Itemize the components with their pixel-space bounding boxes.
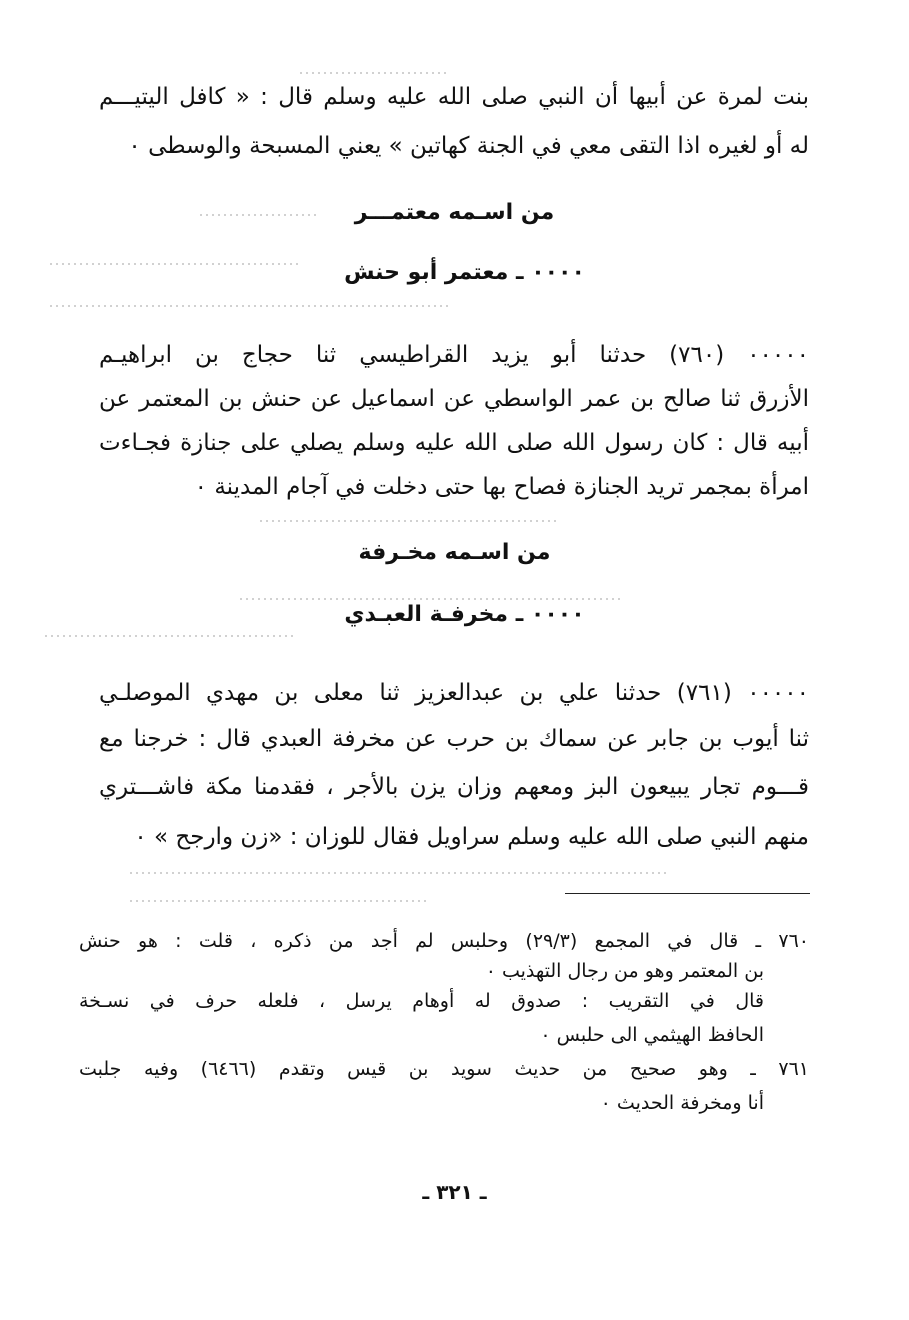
scan-noise bbox=[130, 872, 670, 874]
footnote-line: أنا ومخرفة الحديث ٠ bbox=[600, 1092, 764, 1114]
footnote-line: قال في التقريب : صدوق له أوهام يرسل ، فلعله حرف في نسـخة bbox=[79, 990, 764, 1012]
entry-heading: ٠٠٠٠ ـ معتمر أبو حنش bbox=[344, 260, 585, 285]
scan-noise bbox=[50, 305, 450, 307]
scan-noise bbox=[45, 635, 295, 637]
footnote-line: ٧٦١ ـ وهو صحيح من حديث سويد بن قيس وتقدم (٦٤٦٦) وفيه جلبت bbox=[79, 1058, 809, 1080]
hadith-line: ٠٠٠٠٠ (٧٦٠) حدثنا أبو يزيد القراطيسي ثنا حجاج بن ابراهيـم bbox=[99, 342, 809, 368]
paragraph-line: له أو لغيره اذا التقى معي في الجنة كهاتين » يعني المسبحة والوسطى ٠ bbox=[128, 133, 809, 159]
hadith-line: ثنا أيوب بن جابر عن سماك بن حرب عن مخرفة العبدي قال : خرجنا مع bbox=[99, 726, 809, 752]
footnote-line: بن المعتمر وهو من رجال التهذيب ٠ bbox=[485, 960, 764, 982]
hadith-line: امرأة بمجمر تريد الجنازة فصاح بها حتى دخلت في آجام المدينة ٠ bbox=[194, 474, 809, 500]
scan-noise bbox=[300, 72, 450, 74]
scan-noise bbox=[130, 900, 430, 902]
section-heading: من اسـمه معتمـــر bbox=[354, 200, 555, 225]
footnote-line: الحافظ الهيثمي الى حلبس ٠ bbox=[540, 1024, 764, 1046]
entry-heading: ٠٠٠٠ ـ مخرفـة العبـدي bbox=[344, 602, 585, 627]
hadith-line: منهم النبي صلى الله عليه وسلم سراويل فقال للوزان : «زن وارجح » ٠ bbox=[134, 824, 809, 850]
hadith-line: ٠٠٠٠٠ (٧٦١) حدثنا علي بن عبدالعزيز ثنا معلى بن مهدي الموصلـي bbox=[99, 680, 809, 706]
scan-noise bbox=[260, 520, 560, 522]
hadith-line: قـــوم تجار يبيعون البز ومعهم وزان يزن بالأجر ، فقدمنا مكة فاشـــتري bbox=[99, 774, 809, 800]
section-heading: من اسـمه مخـرفة bbox=[358, 540, 551, 565]
hadith-line: الأزرق ثنا صالح بن عمر الواسطي عن اسماعيل عن حنش بن المعتمر عن bbox=[99, 386, 809, 412]
footnote-separator bbox=[565, 893, 810, 894]
paragraph-line: بنت لمرة عن أبيها أن النبي صلى الله عليه وسلم قال : « كافل اليتيـــم bbox=[99, 84, 809, 110]
page-number: ـ ٣٢١ ـ bbox=[422, 1180, 487, 1204]
footnote-line: ٧٦٠ ـ قال في المجمع (٢٩/٣) وحلبس لم أجد من ذكره ، قلت : هو حنش bbox=[79, 930, 810, 952]
hadith-line: أبيه قال : كان رسول الله صلى الله عليه وسلم يصلي على جنازة فجـاءت bbox=[99, 430, 809, 456]
